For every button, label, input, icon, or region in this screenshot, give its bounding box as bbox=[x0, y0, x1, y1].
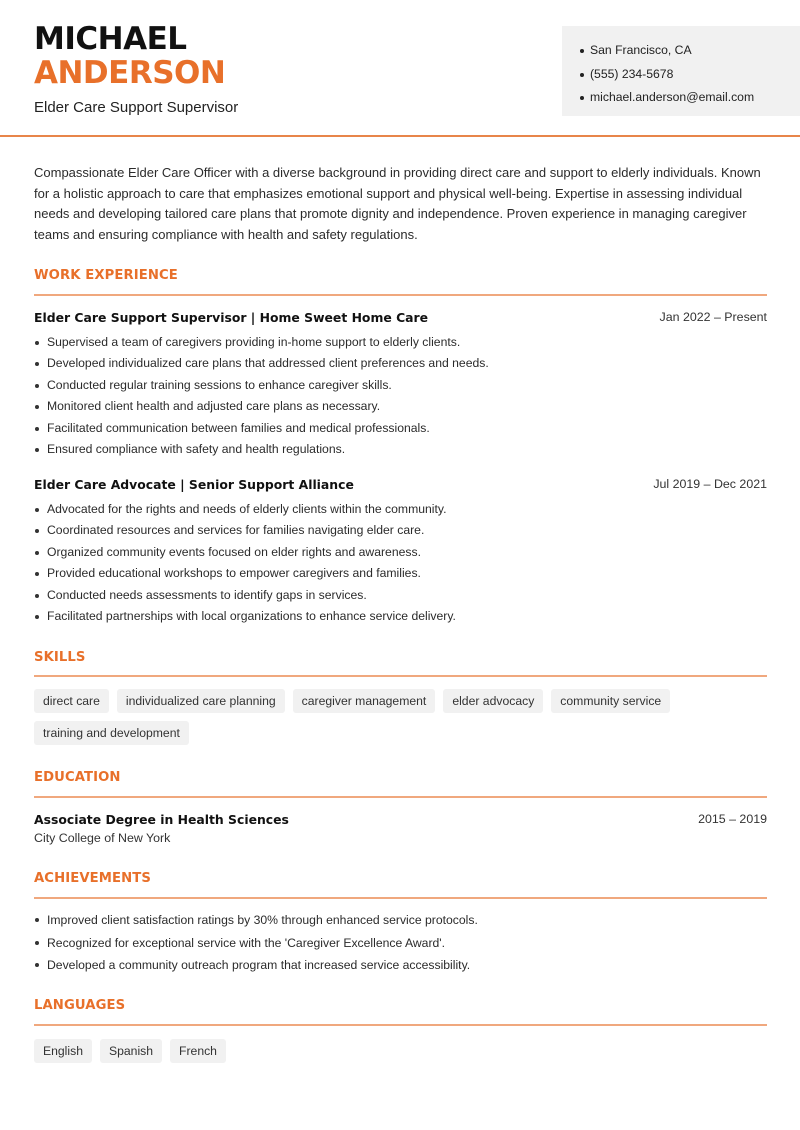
section-divider bbox=[34, 897, 767, 899]
job-title: Elder Care Support Supervisor bbox=[34, 99, 239, 116]
language-tag: Spanish bbox=[100, 1039, 162, 1063]
degree-title: Associate Degree in Health Sciences bbox=[34, 812, 289, 827]
job-title-company: Elder Care Support Supervisor | Home Sweet Home Care bbox=[34, 310, 429, 325]
job-entry-header bbox=[34, 477, 767, 495]
profile-summary: Compassionate Elder Care Officer with a diverse background in providing direct care and support to elderly individuals. Known for a holistic approach to care that emphasizes emotional support and physical well-being. Expertise in assessing individual needs and developing tailored care plans that promote dignity and independence. Proven experience in managing caregiver teams and ensuring compliance with health and safety regulations. bbox=[34, 165, 761, 242]
section-divider bbox=[34, 294, 767, 296]
skill-tag: community service bbox=[551, 689, 670, 713]
list-item: Improved client satisfaction ratings by 30% through enhanced service protocols. bbox=[34, 909, 767, 932]
list-item: Recognized for exceptional service with the 'Caregiver Excellence Award'. bbox=[34, 932, 767, 955]
list-item: Supervised a team of caregivers providing in-home support to elderly clients. bbox=[34, 332, 767, 353]
education-heading: EDUCATION bbox=[34, 770, 121, 785]
section-divider bbox=[34, 796, 767, 798]
section-divider bbox=[34, 675, 767, 677]
contact-list bbox=[580, 39, 800, 110]
list-item: Facilitated partnerships with local organizations to enhance service delivery. bbox=[34, 606, 767, 627]
education-dates: 2015 – 2019 bbox=[698, 812, 767, 826]
skills-heading: SKILLS bbox=[34, 650, 86, 665]
list-item: Developed a community outreach program that increased service accessibility. bbox=[34, 954, 767, 977]
school-name: City College of New York bbox=[34, 831, 171, 845]
languages-heading: LANGUAGES bbox=[34, 998, 126, 1013]
job-entry-header bbox=[34, 310, 767, 328]
section-divider bbox=[34, 1024, 767, 1026]
contact-phone: (555) 234-5678 bbox=[580, 63, 800, 87]
skill-tag: training and development bbox=[34, 721, 189, 745]
list-item: Facilitated communication between families and medical professionals. bbox=[34, 418, 767, 439]
education-entry-header bbox=[34, 812, 767, 830]
job-title-company: Elder Care Advocate | Senior Support Alliance bbox=[34, 477, 354, 492]
language-tag: English bbox=[34, 1039, 92, 1063]
list-item: Advocated for the rights and needs of elderly clients within the community. bbox=[34, 499, 767, 520]
list-item: Organized community events focused on elder rights and awareness. bbox=[34, 542, 767, 563]
job-dates: Jan 2022 – Present bbox=[659, 310, 767, 324]
achievements-list bbox=[34, 909, 767, 977]
list-item: Monitored client health and adjusted care plans as necessary. bbox=[34, 396, 767, 417]
contact-location: San Francisco, CA bbox=[580, 39, 800, 63]
job-dates: Jul 2019 – Dec 2021 bbox=[653, 477, 767, 491]
first-name: MICHAEL bbox=[34, 21, 187, 57]
candidate-name bbox=[34, 22, 225, 90]
job-bullet-list bbox=[34, 499, 767, 627]
list-item: Coordinated resources and services for families navigating elder care. bbox=[34, 520, 767, 541]
contact-email[interactable]: michael.anderson@email.com bbox=[580, 86, 800, 110]
list-item: Conducted needs assessments to identify gaps in services. bbox=[34, 585, 767, 606]
contact-box bbox=[562, 26, 800, 116]
skills-tag-list bbox=[34, 689, 774, 745]
list-item: Provided educational workshops to empower caregivers and families. bbox=[34, 563, 767, 584]
languages-tag-list bbox=[34, 1039, 774, 1063]
skill-tag: caregiver management bbox=[293, 689, 436, 713]
resume-header bbox=[0, 0, 800, 137]
last-name: ANDERSON bbox=[34, 55, 226, 91]
achievements-heading: ACHIEVEMENTS bbox=[34, 871, 151, 886]
skill-tag: elder advocacy bbox=[443, 689, 543, 713]
work-experience-heading: WORK EXPERIENCE bbox=[34, 268, 178, 283]
skill-tag: individualized care planning bbox=[117, 689, 285, 713]
list-item: Ensured compliance with safety and health regulations. bbox=[34, 439, 767, 460]
skill-tag: direct care bbox=[34, 689, 109, 713]
list-item: Conducted regular training sessions to enhance caregiver skills. bbox=[34, 375, 767, 396]
job-bullet-list bbox=[34, 332, 767, 460]
language-tag: French bbox=[170, 1039, 226, 1063]
list-item: Developed individualized care plans that addressed client preferences and needs. bbox=[34, 353, 767, 374]
